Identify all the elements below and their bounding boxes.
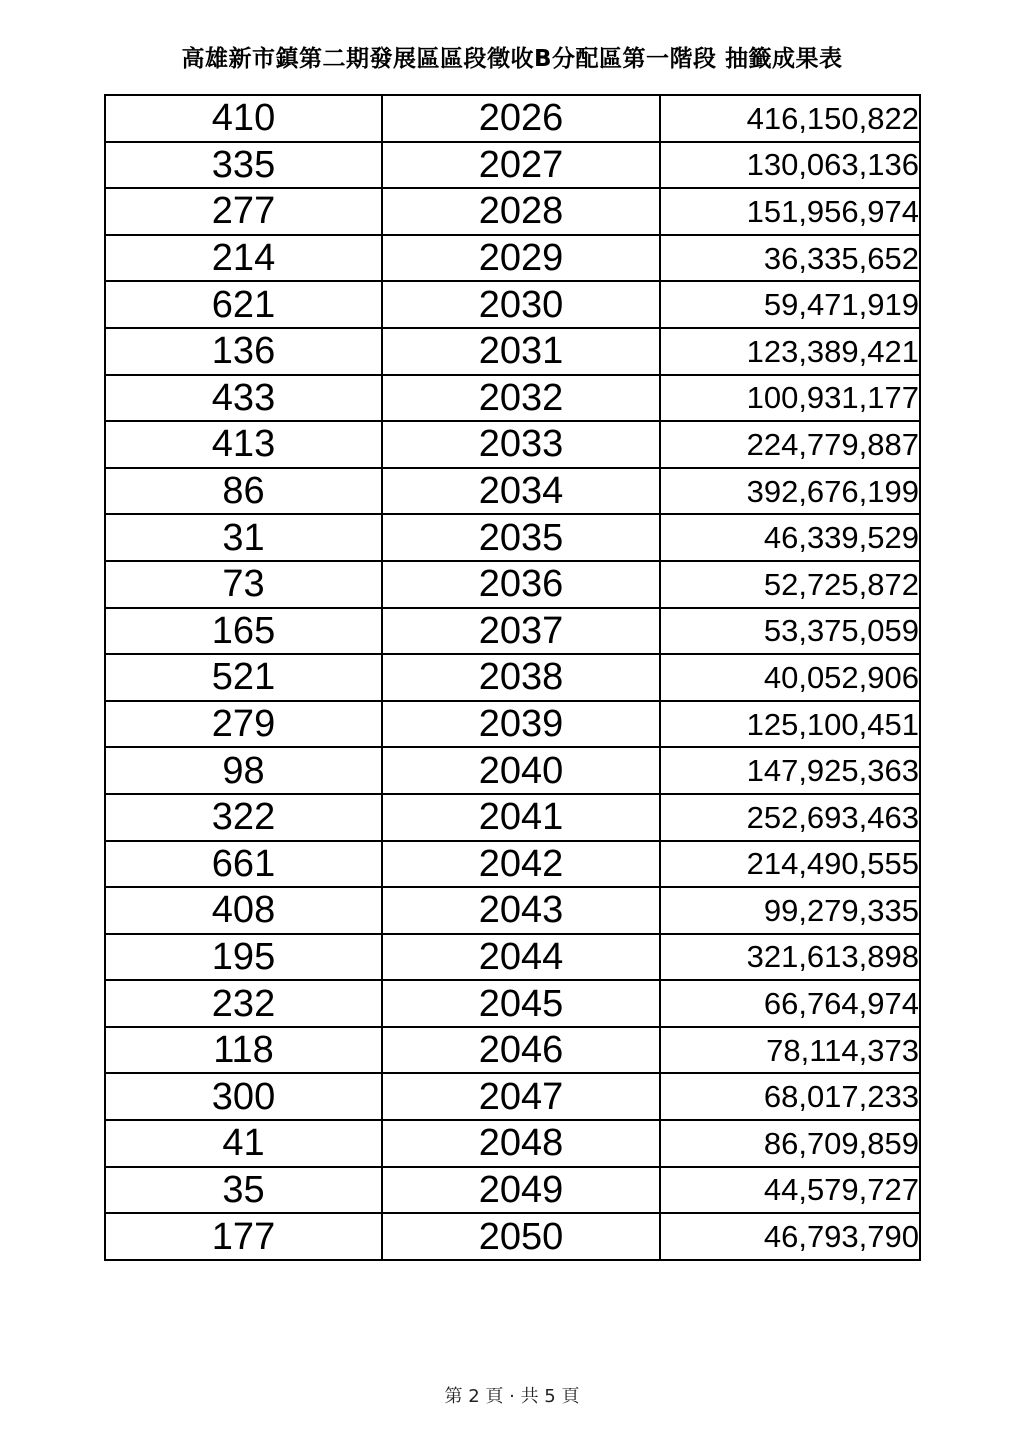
page-number: 第 2 頁 · 共 5 頁	[444, 1386, 580, 1407]
amount-cell: 78,114,373	[660, 1027, 920, 1074]
table-row	[105, 1213, 920, 1260]
amount-cell: 46,793,790	[660, 1213, 920, 1260]
table-row	[105, 468, 920, 515]
lot-number-cell: 322	[105, 794, 382, 841]
amount-cell: 99,279,335	[660, 887, 920, 934]
lot-number-cell: 86	[105, 468, 382, 515]
sequence-number-cell: 2035	[382, 514, 660, 561]
sequence-number-cell: 2041	[382, 794, 660, 841]
amount-cell: 46,339,529	[660, 514, 920, 561]
table-row	[105, 281, 920, 328]
amount-cell: 392,676,199	[660, 468, 920, 515]
sequence-number-cell: 2037	[382, 608, 660, 655]
table-row	[105, 980, 920, 1027]
table-row	[105, 421, 920, 468]
lot-number-cell: 413	[105, 421, 382, 468]
amount-cell: 147,925,363	[660, 747, 920, 794]
sequence-number-cell: 2050	[382, 1213, 660, 1260]
sequence-number-cell: 2045	[382, 980, 660, 1027]
sequence-number-cell: 2034	[382, 468, 660, 515]
amount-cell: 40,052,906	[660, 654, 920, 701]
sequence-number-cell: 2027	[382, 142, 660, 189]
table-row	[105, 1120, 920, 1167]
sequence-number-cell: 2044	[382, 934, 660, 981]
sequence-number-cell: 2039	[382, 701, 660, 748]
table-row	[105, 375, 920, 422]
amount-cell: 44,579,727	[660, 1167, 920, 1214]
amount-cell: 53,375,059	[660, 608, 920, 655]
sequence-number-cell: 2049	[382, 1167, 660, 1214]
sequence-number-cell: 2026	[382, 95, 660, 142]
amount-cell: 130,063,136	[660, 142, 920, 189]
amount-cell: 100,931,177	[660, 375, 920, 422]
sequence-number-cell: 2038	[382, 654, 660, 701]
sequence-number-cell: 2040	[382, 747, 660, 794]
sequence-number-cell: 2047	[382, 1073, 660, 1120]
sequence-number-cell: 2028	[382, 188, 660, 235]
table-row	[105, 1073, 920, 1120]
lot-number-cell: 41	[105, 1120, 382, 1167]
amount-cell: 66,764,974	[660, 980, 920, 1027]
amount-cell: 36,335,652	[660, 235, 920, 282]
amount-cell: 224,779,887	[660, 421, 920, 468]
table-row	[105, 1167, 920, 1214]
lot-number-cell: 214	[105, 235, 382, 282]
lot-number-cell: 232	[105, 980, 382, 1027]
table-row	[105, 142, 920, 189]
page-title: 高雄新市鎮第二期發展區區段徵收B分配區第一階段 抽籤成果表	[181, 46, 843, 72]
lot-number-cell: 165	[105, 608, 382, 655]
lot-number-cell: 621	[105, 281, 382, 328]
lot-number-cell: 98	[105, 747, 382, 794]
lot-number-cell: 279	[105, 701, 382, 748]
sequence-number-cell: 2032	[382, 375, 660, 422]
table-row	[105, 608, 920, 655]
amount-cell: 321,613,898	[660, 934, 920, 981]
lot-number-cell: 177	[105, 1213, 382, 1260]
lot-number-cell: 661	[105, 841, 382, 888]
table-row	[105, 934, 920, 981]
table-row	[105, 841, 920, 888]
table-row	[105, 514, 920, 561]
table-row	[105, 328, 920, 375]
amount-cell: 214,490,555	[660, 841, 920, 888]
amount-cell: 151,956,974	[660, 188, 920, 235]
lot-number-cell: 118	[105, 1027, 382, 1074]
lot-number-cell: 195	[105, 934, 382, 981]
amount-cell: 252,693,463	[660, 794, 920, 841]
sequence-number-cell: 2043	[382, 887, 660, 934]
lot-number-cell: 35	[105, 1167, 382, 1214]
sequence-number-cell: 2031	[382, 328, 660, 375]
sequence-number-cell: 2048	[382, 1120, 660, 1167]
sequence-number-cell: 2046	[382, 1027, 660, 1074]
table-row	[105, 1027, 920, 1074]
lot-number-cell: 73	[105, 561, 382, 608]
lot-number-cell: 277	[105, 188, 382, 235]
sequence-number-cell: 2033	[382, 421, 660, 468]
table-row	[105, 235, 920, 282]
lot-number-cell: 410	[105, 95, 382, 142]
sequence-number-cell: 2029	[382, 235, 660, 282]
table-row	[105, 561, 920, 608]
table-row	[105, 188, 920, 235]
lottery-result-table	[104, 94, 921, 1261]
table-row	[105, 887, 920, 934]
sequence-number-cell: 2030	[382, 281, 660, 328]
lot-number-cell: 136	[105, 328, 382, 375]
amount-cell: 52,725,872	[660, 561, 920, 608]
amount-cell: 125,100,451	[660, 701, 920, 748]
table-row	[105, 701, 920, 748]
lot-number-cell: 300	[105, 1073, 382, 1120]
amount-cell: 68,017,233	[660, 1073, 920, 1120]
amount-cell: 86,709,859	[660, 1120, 920, 1167]
amount-cell: 416,150,822	[660, 95, 920, 142]
lot-number-cell: 408	[105, 887, 382, 934]
sequence-number-cell: 2042	[382, 841, 660, 888]
table-row	[105, 794, 920, 841]
lot-number-cell: 433	[105, 375, 382, 422]
lot-number-cell: 335	[105, 142, 382, 189]
amount-cell: 59,471,919	[660, 281, 920, 328]
lot-number-cell: 31	[105, 514, 382, 561]
table-row	[105, 654, 920, 701]
lot-number-cell: 521	[105, 654, 382, 701]
table-row	[105, 95, 920, 142]
sequence-number-cell: 2036	[382, 561, 660, 608]
amount-cell: 123,389,421	[660, 328, 920, 375]
table-body	[105, 95, 920, 1260]
table-row	[105, 747, 920, 794]
